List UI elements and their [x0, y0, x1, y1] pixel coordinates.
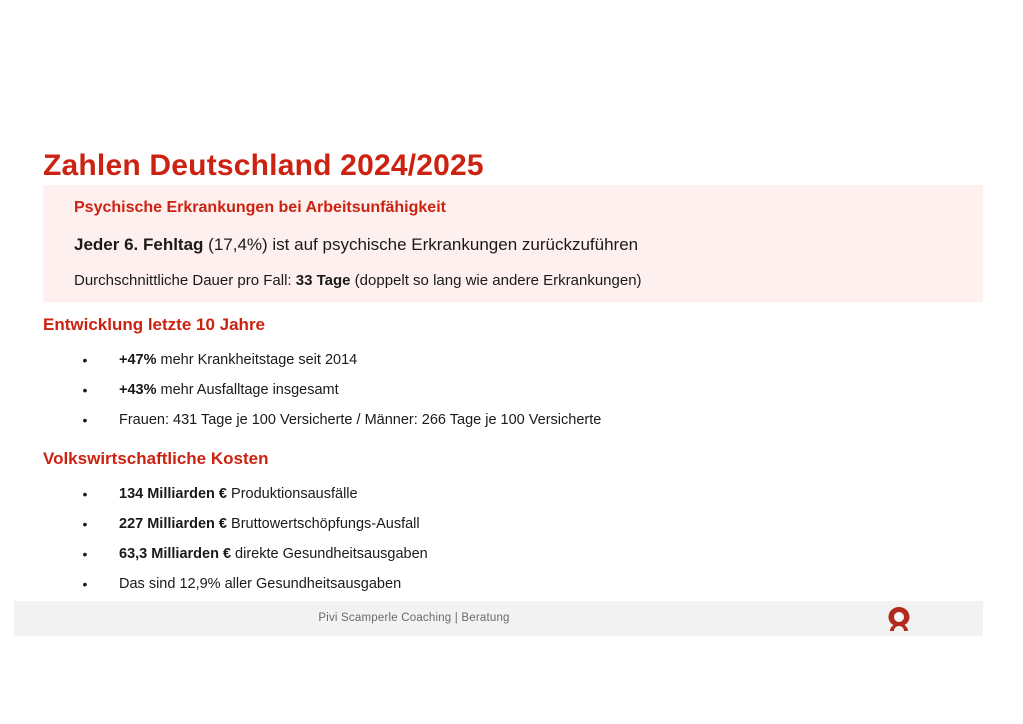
scamperle-logo-icon [884, 605, 914, 635]
list-item [43, 375, 943, 405]
footer-text: Pivi Scamperle Coaching | Beratung [318, 612, 510, 624]
highlight-line-2 [74, 272, 642, 289]
list-item-text [119, 405, 601, 435]
list-item-rest: Bruttowertschöpfungs-Ausfall [227, 516, 420, 532]
list-item-bold: 63,3 Milliarden € [119, 546, 232, 562]
bullet-dot-icon: • [82, 382, 88, 398]
list-item-rest: Frauen: 431 Tage je 100 Versicherte / Männer: 266 Tage je 100 Versicherte [119, 412, 602, 428]
list-item [43, 345, 943, 375]
list-item-bold: 134 Milliarden € [119, 486, 227, 502]
list-item-text [119, 479, 358, 509]
list-item [43, 479, 943, 509]
bullet-dot-icon: • [82, 516, 88, 532]
list-item [43, 405, 943, 435]
list-item-rest: Das sind 12,9% aller Gesundheitsausgaben [119, 576, 402, 592]
highlight-line-1-rest: (17,4%) ist auf psychische Erkrankungen zurückzuführen [203, 235, 639, 254]
list-item-text [119, 509, 420, 539]
bullet-dot-icon: • [82, 576, 88, 592]
list-item [43, 569, 943, 599]
page-title: Zahlen Deutschland 2024/2025 [43, 149, 484, 183]
list-item-rest: direkte Gesundheitsausgaben [231, 546, 428, 562]
bullet-dot-icon: • [82, 486, 88, 502]
highlight-line-2-rest: (doppelt so lang wie andere Erkrankungen) [350, 272, 642, 289]
list-item-bold: 227 Milliarden € [119, 516, 227, 532]
list-item [43, 539, 943, 569]
section-heading-kosten: Volkswirtschaftliche Kosten [43, 449, 269, 468]
list-item-rest: mehr Krankheitstage seit 2014 [156, 352, 358, 368]
list-item [43, 509, 943, 539]
bullet-list-entwicklung [43, 345, 943, 435]
bullet-dot-icon: • [82, 546, 88, 562]
highlight-line-2-pre: Durchschnittliche Dauer pro Fall: [74, 272, 296, 289]
list-item-text [119, 569, 401, 599]
list-item-text [119, 539, 428, 569]
list-item-text [119, 345, 357, 375]
list-item-text [119, 375, 339, 405]
highlight-line-1-bold: Jeder 6. Fehltag [74, 235, 204, 254]
bullet-list-kosten [43, 479, 943, 599]
bullet-dot-icon: • [82, 412, 88, 428]
list-item-rest: Produktionsausfälle [227, 486, 358, 502]
highlight-heading: Psychische Erkrankungen bei Arbeitsunfähigkeit [74, 199, 446, 216]
bullet-dot-icon: • [82, 352, 88, 368]
highlight-callout-box [43, 185, 983, 302]
list-item-rest: mehr Ausfalltage insgesamt [156, 382, 339, 398]
list-item-bold: +43% [119, 382, 157, 398]
section-heading-entwicklung: Entwicklung letzte 10 Jahre [43, 315, 266, 334]
list-item-bold: +47% [119, 352, 157, 368]
highlight-line-2-bold: 33 Tage [295, 272, 351, 289]
highlight-line-1 [74, 235, 638, 255]
